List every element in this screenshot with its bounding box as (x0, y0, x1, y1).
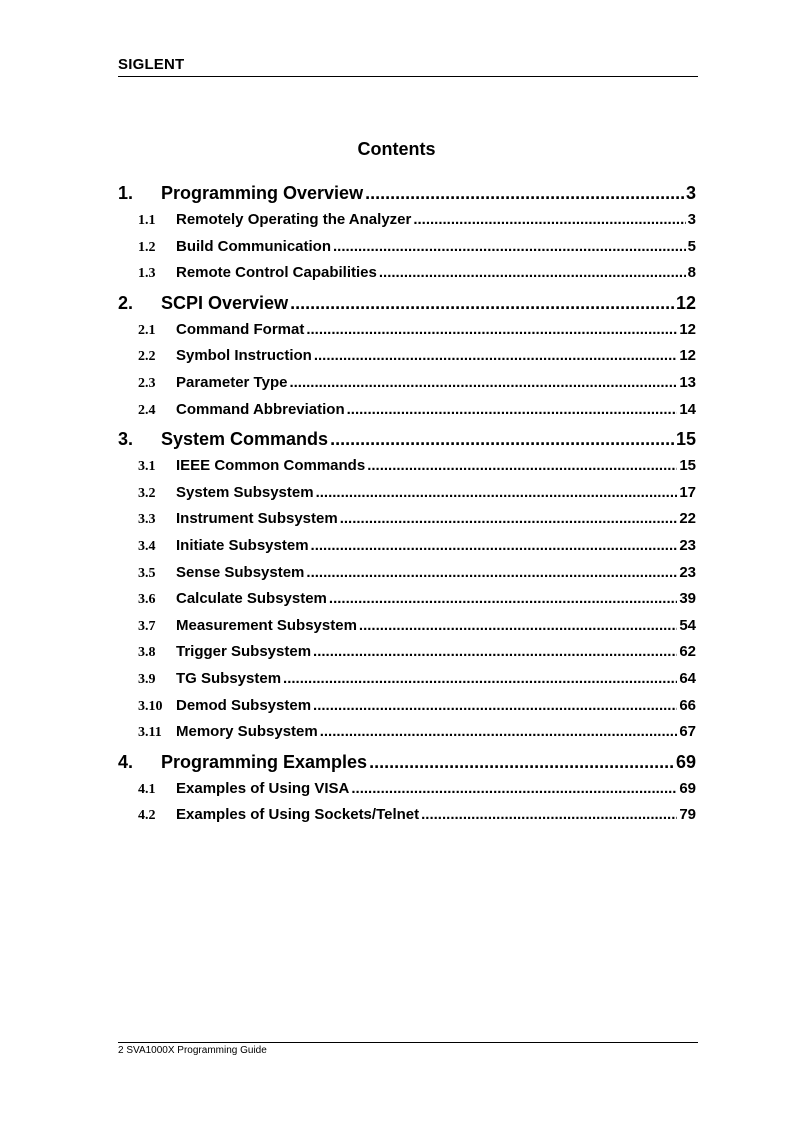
toc-entry-label: Command Format (176, 320, 305, 338)
toc-entry-number: 3.11 (138, 725, 162, 741)
toc-entry-label: Symbol Instruction (176, 347, 312, 365)
toc-entry-page: 15 (675, 429, 696, 450)
toc-entry-page: 67 (679, 723, 696, 741)
toc-entry-label: Examples of Using VISA (176, 779, 350, 797)
toc-entry-page: 79 (679, 806, 696, 824)
toc-entry-page: 54 (679, 616, 696, 634)
toc-entry-number: 2.3 (138, 375, 156, 391)
toc-entry-number: 4. (118, 751, 134, 772)
toc-leader-dots (413, 211, 685, 228)
toc-chapter-entry[interactable] (118, 750, 696, 780)
page-title: Contents (357, 139, 436, 159)
toc-leader-dots (313, 643, 677, 660)
toc-entry-number: 3.9 (138, 671, 156, 687)
toc-leader-dots (314, 347, 677, 364)
toc-section-entry[interactable] (118, 537, 696, 564)
toc-leader-dots (347, 401, 678, 418)
toc-entry-number: 3.8 (138, 645, 156, 661)
toc-entry-label: Build Communication (176, 237, 331, 255)
toc-section-entry[interactable] (118, 590, 696, 617)
toc-entry-page: 3 (685, 183, 696, 203)
toc-entry-label: Measurement Subsystem (176, 616, 357, 634)
toc-entry-page: 17 (679, 483, 696, 501)
toc-entry-number: 1.3 (138, 266, 156, 282)
toc-entry-page: 64 (679, 669, 696, 687)
toc-entry-label: Calculate Subsystem (176, 590, 327, 608)
toc-leader-dots (290, 293, 674, 314)
toc-entry-page: 23 (679, 536, 696, 554)
toc-entry-page: 15 (679, 457, 696, 475)
toc-leader-dots (306, 321, 677, 338)
toc-section-entry[interactable] (118, 374, 696, 401)
toc-entry-page: 12 (679, 320, 696, 338)
toc-section-entry[interactable] (118, 643, 696, 670)
toc-entry-number: 2. (118, 292, 134, 313)
toc-section-entry[interactable] (118, 321, 696, 348)
toc-entry-number: 1.1 (138, 213, 156, 228)
toc-entry-page: 13 (679, 373, 696, 391)
toc-entry-label: SCPI Overview (161, 292, 289, 313)
toc-entry-page: 69 (679, 779, 696, 797)
toc-leader-dots (316, 484, 678, 501)
toc-entry-label: System Commands (161, 429, 329, 450)
toc-leader-dots (340, 510, 678, 527)
toc-section-entry[interactable] (118, 564, 696, 591)
table-of-contents (118, 181, 696, 833)
toc-entry-number: 4.1 (138, 781, 156, 797)
toc-entry-page: 69 (675, 751, 696, 772)
toc-entry-page: 62 (679, 643, 696, 661)
page-footer (118, 1042, 698, 1056)
toc-entry-number: 3.2 (138, 485, 156, 501)
toc-entry-number: 4.2 (138, 808, 156, 824)
toc-entry-label: Programming Examples (161, 751, 368, 772)
toc-section-entry[interactable] (118, 617, 696, 644)
toc-entry-number: 3.3 (138, 512, 156, 528)
toc-entry-label: System Subsystem (176, 483, 314, 501)
toc-section-entry[interactable] (118, 401, 696, 428)
toc-leader-dots (365, 183, 684, 204)
brand-name: SIGLENT (118, 56, 185, 73)
toc-leader-dots (367, 457, 677, 474)
toc-entry-label: TG Subsystem (176, 669, 282, 687)
toc-entry-number: 3. (118, 429, 134, 450)
toc-section-entry[interactable] (118, 238, 696, 265)
toc-leader-dots (320, 723, 678, 740)
toc-entry-number: 3.5 (138, 565, 156, 581)
toc-entry-number: 2.1 (138, 322, 156, 338)
toc-leader-dots (359, 617, 677, 634)
toc-entry-number: 3.1 (138, 459, 156, 475)
toc-leader-dots (283, 670, 677, 687)
toc-entry-label: Instrument Subsystem (176, 510, 338, 528)
toc-section-entry[interactable] (118, 484, 696, 511)
toc-entry-number: 2.2 (138, 349, 156, 365)
toc-leader-dots (313, 697, 677, 714)
toc-entry-page: 14 (679, 400, 696, 418)
toc-leader-dots (421, 806, 677, 823)
toc-entry-number: 3.4 (138, 538, 156, 554)
toc-section-entry[interactable] (118, 347, 696, 374)
toc-entry-label: IEEE Common Commands (176, 457, 366, 475)
toc-leader-dots (311, 537, 678, 554)
toc-section-entry[interactable] (118, 211, 696, 238)
toc-section-entry[interactable] (118, 780, 696, 807)
toc-entry-number: 3.10 (138, 698, 163, 714)
toc-leader-dots (351, 780, 677, 797)
toc-entry-number: 3.7 (138, 618, 156, 634)
toc-entry-page: 22 (679, 510, 696, 528)
toc-leader-dots (369, 752, 674, 773)
toc-section-entry[interactable] (118, 806, 696, 833)
toc-entry-label: Command Abbreviation (176, 400, 345, 418)
toc-entry-label: Demod Subsystem (176, 696, 312, 714)
toc-entry-number: 1. (118, 183, 134, 203)
toc-entry-number: 2.4 (138, 402, 156, 418)
toc-entry-page: 39 (679, 590, 696, 608)
toc-entry-label: Parameter Type (176, 373, 288, 391)
toc-entry-number: 1.2 (138, 239, 156, 255)
toc-leader-dots (289, 374, 677, 391)
toc-entry-label: Remotely Operating the Analyzer (176, 211, 412, 228)
toc-section-entry[interactable] (118, 670, 696, 697)
toc-section-entry[interactable] (118, 510, 696, 537)
toc-section-entry[interactable] (118, 697, 696, 724)
toc-leader-dots (329, 590, 677, 607)
toc-entry-label: Sense Subsystem (176, 563, 305, 581)
toc-entry-label: Memory Subsystem (176, 723, 318, 741)
toc-entry-page: 23 (679, 563, 696, 581)
toc-leader-dots (306, 564, 677, 581)
toc-entry-label: Initiate Subsystem (176, 536, 309, 554)
toc-chapter-entry[interactable] (118, 291, 696, 321)
toc-entry-page: 66 (679, 696, 696, 714)
toc-entry-label: Remote Control Capabilities (176, 264, 377, 282)
toc-chapter-entry[interactable] (118, 181, 696, 211)
toc-leader-dots (333, 238, 686, 255)
toc-section-entry[interactable] (118, 723, 696, 750)
footer-text: 2 SVA1000X Programming Guide (118, 1045, 267, 1056)
toc-entry-page: 12 (675, 292, 696, 313)
toc-entry-label: Examples of Using Sockets/Telnet (176, 806, 420, 824)
page-header (118, 56, 698, 77)
toc-entry-label: Programming Overview (161, 183, 364, 203)
toc-entry-page: 8 (687, 264, 696, 282)
toc-section-entry[interactable] (118, 457, 696, 484)
toc-chapter-entry[interactable] (118, 427, 696, 457)
toc-entry-page: 5 (687, 237, 696, 255)
toc-entry-page: 12 (679, 347, 696, 365)
toc-entry-number: 3.6 (138, 592, 156, 608)
toc-leader-dots (330, 429, 674, 450)
toc-entry-page: 3 (687, 211, 696, 228)
toc-leader-dots (379, 264, 686, 281)
toc-entry-label: Trigger Subsystem (176, 643, 312, 661)
toc-section-entry[interactable] (118, 264, 696, 291)
